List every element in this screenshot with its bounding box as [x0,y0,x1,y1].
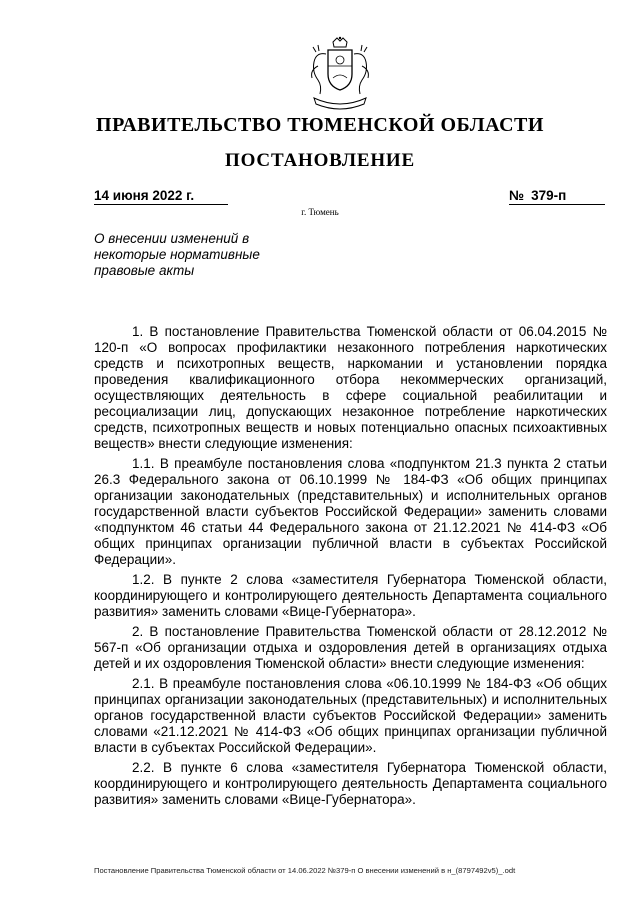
document-number [509,188,605,205]
government-title: ПРАВИТЕЛЬСТВО ТЮМЕНСКОЙ ОБЛАСТИ [96,114,544,136]
document-type-title: ПОСТАНОВЛЕНИЕ [225,150,415,171]
document-subject: О внесении изменений в некоторые нормативные правовые акты [94,231,260,278]
issue-city: г. Тюмень [301,207,339,217]
paragraph-2-1: 2.1. В преамбуле постановления слова «06.10.1999 № 184-ФЗ «Об общих принципах организации законодательных (представительных) и исполнительных органов государственной власти субъектов Российской Федерации» заменить словами «21.12.2021 № 414-ФЗ «Об общих принципах организации публичной власти в субъектах Российской Федерации». [94,676,607,755]
paragraph-1-2: 1.2. В пункте 2 слова «заместителя Губернатора Тюменской области, координирующего и контролирующего деятельность Департамента социального развития» заменить словами «Вице-Губернатора». [94,572,607,619]
number-sign: № [509,188,525,203]
document-body [94,324,607,812]
number-value: 379-п [531,188,567,203]
document-date: 14 июня 2022 г. [94,188,228,205]
paragraph-1-1: 1.1. В преамбуле постановления слова «подпунктом 21.3 пункта 2 статьи 26.3 Федерального закона от 06.10.1999 № 184-ФЗ «Об общих принципах организации законодательных (представительных) и исполнительных органов государственной власти субъектов Российской Федерации» заменить словами «подпунктом 46 статьи 44 Федерального закона от 21.12.2021 № 414-ФЗ «Об общих принципах организации публичной власти в субъектах Российской Федерации». [94,456,607,567]
paragraph-1: 1. В постановление Правительства Тюменской области от 06.04.2015 № 120-п «О вопросах профилактики незаконного потребления наркотических средств и психотропных веществ, наркомании и установлении порядка проведения квалификационного отбора некоммерческих организаций, осуществляющих деятельность в сфере социальной реабилитации и ресоциализации лиц, допускающих незаконное потребление наркотических средств, психотропных веществ и новых потенциально опасных психоактивных веществ» внести следующие изменения: [94,324,607,451]
paragraph-2: 2. В постановление Правительства Тюменской области от 28.12.2012 № 567-п «Об организации отдыха и оздоровления детей в организациях отдыха детей и их оздоровления Тюменской области» внести следующие изменения: [94,624,607,671]
document-footer: Постановление Правительства Тюменской области от 14.06.2022 №379-п О внесении изменений в н_(8797492v5)_.odt [94,866,516,875]
coat-of-arms-icon [304,36,376,114]
paragraph-2-2: 2.2. В пункте 6 слова «заместителя Губернатора Тюменской области, координирующего и контролирующего деятельность Департамента социального развития» заменить словами «Вице-Губернатора». [94,760,607,807]
